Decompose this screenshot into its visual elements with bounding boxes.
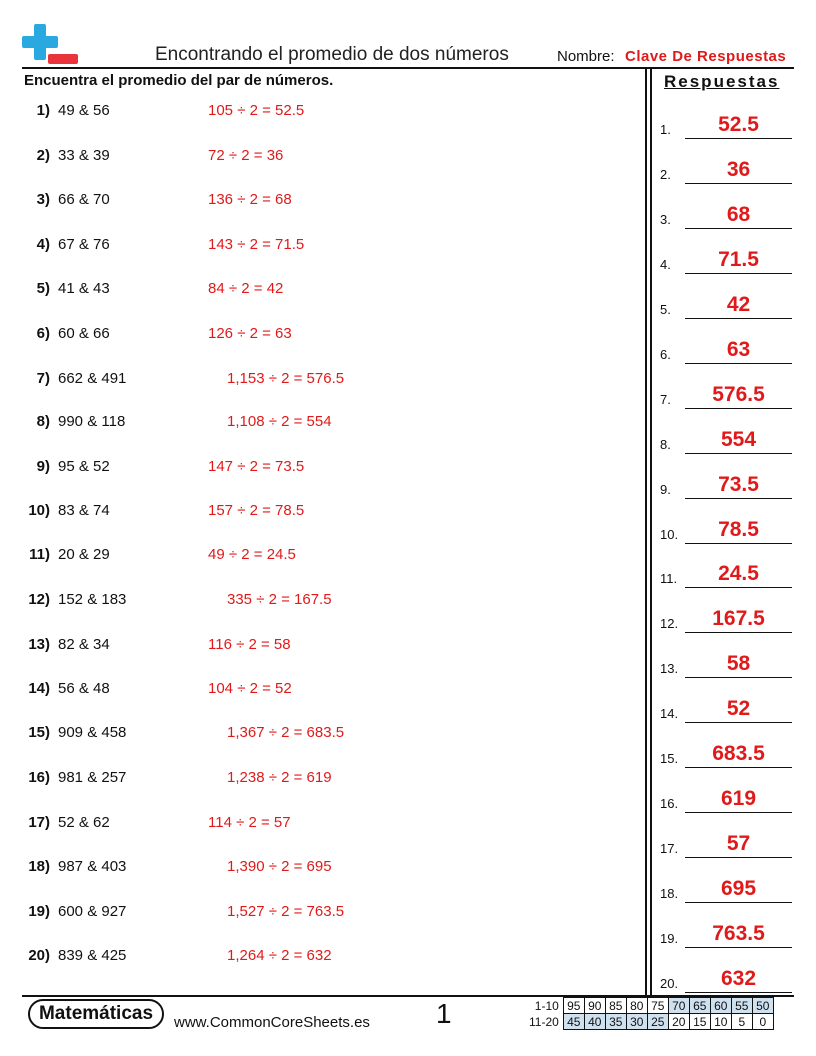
score-cell: 25 [647,1014,668,1030]
answer-line [685,767,792,768]
answer-number: 14. [660,706,679,721]
column-divider-left [645,68,647,995]
problem-row [24,280,110,300]
answer-line [685,857,792,858]
score-cell: 95 [563,998,584,1014]
problem-pair: 33 & 39 [58,147,110,164]
answer-row [660,475,792,499]
problem-pair: 600 & 927 [58,903,127,920]
answer-row [660,609,792,633]
answer-value: 619 [720,787,757,810]
problem-number: 3) [36,191,50,208]
problem-row [24,680,110,700]
problem-row [24,147,110,167]
answer-value: 73.5 [718,473,759,496]
problem-row [24,413,125,433]
answer-number: 11. [660,571,678,586]
answer-line [685,722,792,723]
answer-number: 1. [660,122,671,137]
problem-work: 49 ÷ 2 = 24.5 [208,546,296,563]
answer-number: 6. [660,347,671,362]
problem-number: 10) [28,502,50,519]
problem-number: 18) [28,858,50,875]
answer-row [660,789,792,813]
score-cell: 35 [605,1014,626,1030]
answer-value: 57 [726,832,751,855]
score-row-label: 1-10 [534,998,559,1013]
problem-number: 13) [28,636,50,653]
score-cell: 50 [752,998,773,1014]
problem-number: 16) [28,769,50,786]
answer-row [660,295,792,319]
answer-row [660,115,792,139]
answer-line [685,273,792,274]
answer-value: 68 [726,203,751,226]
answer-number: 8. [660,437,671,452]
answer-number: 5. [660,302,671,317]
answer-row [660,205,792,229]
problem-number: 17) [28,814,50,831]
answer-number: 7. [660,392,671,407]
score-cell: 65 [689,998,710,1014]
header-divider [22,67,794,69]
answer-row [660,834,792,858]
answer-row [660,744,792,768]
answer-number: 13. [660,661,679,676]
score-cell: 55 [731,998,752,1014]
problem-work: 114 ÷ 2 = 57 [208,814,291,831]
problem-number: 20) [28,947,50,964]
problem-pair: 83 & 74 [58,502,110,519]
problem-row [24,236,110,256]
answer-number: 20. [660,976,679,991]
answer-row [660,564,792,588]
worksheet-title: Encontrando el promedio de dos números [155,44,509,65]
answer-number: 2. [660,167,671,182]
problem-row [24,370,126,390]
answer-number: 17. [660,841,679,856]
problem-row [24,724,126,744]
answer-number: 18. [660,886,679,901]
answer-value: 52 [726,697,751,720]
problem-row [24,546,110,566]
answer-value: 36 [726,158,751,181]
plus-minus-logo-icon [22,24,80,68]
answer-value: 52.5 [718,113,759,136]
problem-number: 4) [36,236,50,253]
problem-row [24,903,126,923]
score-cell: 75 [647,998,668,1014]
problem-pair: 839 & 425 [58,947,127,964]
answer-line [685,632,792,633]
problem-pair: 981 & 257 [58,769,127,786]
score-table [526,997,774,1030]
answer-value: 71.5 [718,248,759,271]
problem-pair: 909 & 458 [58,724,127,741]
score-cell: 15 [689,1014,710,1030]
problem-pair: 20 & 29 [58,546,110,563]
problem-work: 104 ÷ 2 = 52 [208,680,292,697]
score-cell: 20 [668,1014,689,1030]
name-value: Clave De Respuestas [625,48,787,65]
problem-number: 5) [36,280,50,297]
problem-number: 12) [28,591,50,608]
score-cell: 5 [731,1014,752,1030]
answer-number: 15. [660,751,679,766]
problem-work: 1,264 ÷ 2 = 632 [227,947,332,964]
problem-work: 136 ÷ 2 = 68 [208,191,292,208]
answer-line [685,677,792,678]
column-divider-right [650,68,652,995]
problem-pair: 41 & 43 [58,280,110,297]
answer-row [660,340,792,364]
answer-row [660,969,792,993]
problem-work: 1,238 ÷ 2 = 619 [227,769,332,786]
problem-work: 1,153 ÷ 2 = 576.5 [227,370,345,387]
site-url: www.CommonCoreSheets.es [174,1014,370,1031]
brand-badge: Matemáticas [28,999,164,1029]
answer-row [660,879,792,903]
problem-number: 11) [29,546,50,563]
problem-row [24,947,126,967]
problem-work: 72 ÷ 2 = 36 [208,147,284,164]
problem-number: 2) [36,147,50,164]
problem-work: 157 ÷ 2 = 78.5 [208,502,305,519]
problem-work: 126 ÷ 2 = 63 [208,325,292,342]
answer-line [685,902,792,903]
answer-value: 683.5 [712,742,765,765]
answer-number: 9. [660,482,671,497]
problem-pair: 56 & 48 [58,680,110,697]
problem-pair: 95 & 52 [58,458,110,475]
answer-row [660,520,792,544]
answer-line [685,543,792,544]
answer-row [660,699,792,723]
problem-work: 84 ÷ 2 = 42 [208,280,284,297]
problem-number: 6) [36,325,50,342]
answer-line [685,228,792,229]
answer-row [660,924,792,948]
problem-work: 147 ÷ 2 = 73.5 [208,458,305,475]
problem-work: 1,108 ÷ 2 = 554 [227,413,332,430]
problem-pair: 662 & 491 [58,370,127,387]
problem-work: 1,367 ÷ 2 = 683.5 [227,724,345,741]
answer-line [685,138,792,139]
problem-row [24,102,110,122]
instructions: Encuentra el promedio del par de números. [24,72,334,89]
score-cell: 70 [668,998,689,1014]
problem-pair: 82 & 34 [58,636,110,653]
problem-pair: 49 & 56 [58,102,110,119]
answer-number: 4. [660,257,671,272]
score-cell: 80 [626,998,647,1014]
problem-number: 19) [28,903,50,920]
problem-number: 8) [36,413,50,430]
problem-pair: 66 & 70 [58,191,110,208]
problem-pair: 67 & 76 [58,236,110,253]
problem-row [24,769,126,789]
problem-row [24,191,110,211]
answer-value: 167.5 [712,607,765,630]
problem-number: 15) [28,724,50,741]
page-number: 1 [436,998,452,1029]
problem-pair: 60 & 66 [58,325,110,342]
score-cell: 30 [626,1014,647,1030]
answer-line [685,947,792,948]
answer-row [660,654,792,678]
problem-work: 1,527 ÷ 2 = 763.5 [227,903,345,920]
answer-value: 63 [726,338,751,361]
score-cell: 85 [605,998,626,1014]
answers-header: Respuestas [664,72,780,91]
answer-value: 632 [720,967,757,990]
answer-row [660,160,792,184]
problem-pair: 52 & 62 [58,814,110,831]
problem-row [24,858,126,878]
answer-line [685,408,792,409]
problem-work: 143 ÷ 2 = 71.5 [208,236,305,253]
problem-row [24,591,126,611]
answer-value: 576.5 [712,383,765,406]
problem-row [24,814,110,834]
answer-value: 554 [720,428,757,451]
score-cell: 45 [563,1014,584,1030]
answer-number: 19. [660,931,679,946]
answer-value: 24.5 [718,562,759,585]
answer-number: 16. [660,796,679,811]
problem-number: 14) [28,680,50,697]
score-cell: 90 [584,998,605,1014]
answer-number: 3. [660,212,671,227]
problem-pair: 152 & 183 [58,591,127,608]
problem-number: 1) [36,102,50,119]
answer-value: 763.5 [712,922,765,945]
score-cell: 60 [710,998,731,1014]
problem-work: 105 ÷ 2 = 52.5 [208,102,305,119]
score-cell: 0 [752,1014,773,1030]
problem-number: 7) [36,370,50,387]
answer-line [685,183,792,184]
answer-line [685,318,792,319]
problem-row [24,502,110,522]
answer-value: 695 [720,877,757,900]
problem-pair: 990 & 118 [58,413,126,430]
answer-value: 78.5 [718,518,759,541]
problem-row [24,458,110,478]
score-cell: 40 [584,1014,605,1030]
answer-row [660,430,792,454]
score-row [526,998,773,1014]
problem-work: 335 ÷ 2 = 167.5 [227,591,332,608]
answer-number: 10. [660,527,679,542]
answer-line [685,992,792,993]
answer-row [660,385,792,409]
answer-value: 42 [726,293,751,316]
score-row [526,1014,773,1030]
answer-number: 12. [660,616,679,631]
answer-line [685,363,792,364]
problem-pair: 987 & 403 [58,858,127,875]
answer-line [685,812,792,813]
answer-row [660,250,792,274]
answer-line [685,453,792,454]
problem-number: 9) [36,458,50,475]
answer-value: 58 [726,652,751,675]
score-row-label: 11-20 [529,1014,559,1029]
answer-line [685,498,792,499]
problem-work: 1,390 ÷ 2 = 695 [227,858,332,875]
problem-row [24,325,110,345]
problem-work: 116 ÷ 2 = 58 [208,636,291,653]
problem-row [24,636,110,656]
answer-line [685,587,792,588]
name-label: Nombre: [557,48,615,65]
score-cell: 10 [710,1014,731,1030]
